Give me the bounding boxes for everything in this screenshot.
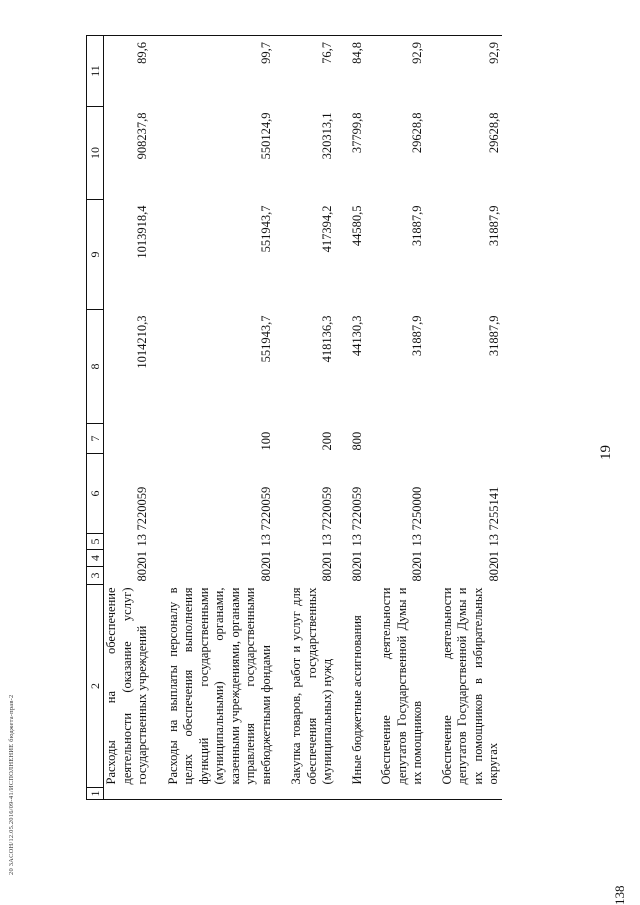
header-cell: 4: [87, 550, 104, 567]
header-cell: 7: [87, 424, 104, 454]
grbs-code: 802: [410, 562, 424, 582]
percent-value: 84,8: [336, 36, 366, 107]
plan-law-value: 551943,7: [258, 315, 273, 363]
section-code: 01: [135, 551, 149, 564]
plan-list-value: 551943,7: [258, 205, 273, 253]
expense-type-code: 200: [320, 431, 334, 451]
plan-law-value: 1014210,3: [135, 315, 149, 369]
table-row: [336, 36, 366, 800]
target-article-code: 7220059: [320, 486, 334, 531]
plan-list-value: 44580,5: [349, 205, 364, 247]
header-cell: 10: [87, 107, 104, 200]
target-article-code: 7255141: [486, 486, 501, 531]
header-cell: 2: [87, 585, 104, 788]
row-name: Обеспечение деятельности депутатов Государственной Думы и их помощников в избирательных округах: [439, 587, 500, 785]
fact-value: 320313,1: [320, 112, 334, 160]
budget-table: [86, 35, 502, 800]
percent-value: 89,6: [104, 36, 151, 107]
plan-list-value: 417394,2: [320, 205, 334, 253]
target-article-code: 7250000: [410, 486, 424, 531]
section-code: 01: [349, 551, 364, 564]
plan-list-value: 31887,9: [486, 205, 501, 247]
header-cell: 6: [87, 454, 104, 534]
row-name: Расходы на выплаты персоналу в целях обеспечения выполнения функций государственными (муниципальными) органами, казенными учреждениями, органами управления государственными внебюджетными фондами: [165, 587, 273, 785]
header-row: [87, 36, 104, 800]
percent-value: 99,7: [151, 36, 275, 107]
percent-value: 92,9: [426, 36, 503, 107]
table-row: [151, 36, 275, 800]
header-cell: 11: [87, 36, 104, 107]
fact-value: 37799,8: [349, 112, 364, 154]
sheet-number: 138: [612, 885, 627, 905]
header-cell: 3: [87, 567, 104, 585]
header-cell: 1: [87, 788, 104, 800]
target-article-code: 7220059: [258, 486, 273, 531]
plan-law-value: 31887,9: [486, 315, 501, 357]
expense-type-code: [426, 424, 503, 454]
plan-list-value: 1013918,4: [135, 205, 149, 259]
percent-value: 92,9: [365, 36, 426, 107]
expense-type-code: 100: [258, 431, 273, 451]
header-cell: 5: [87, 534, 104, 550]
row-name: Расходы на обеспечение деятельности (оказание услуг) государственных учреждений: [104, 587, 149, 785]
fact-value: 550124,9: [258, 112, 273, 160]
plan-law-value: 31887,9: [410, 315, 424, 357]
expense-type-code: 800: [349, 431, 364, 451]
header-cell: 9: [87, 200, 104, 310]
subsection-code: 13: [486, 534, 501, 547]
grbs-code: 802: [349, 562, 364, 582]
fact-value: 29628,8: [410, 112, 424, 154]
subsection-code: 13: [349, 534, 364, 547]
table-row: [426, 36, 503, 800]
subsection-code: 13: [135, 534, 149, 547]
grbs-code: 802: [320, 562, 334, 582]
grbs-code: 802: [135, 562, 149, 582]
footer-document-code: 20 3ACOH/12.05.2016/09-41/ИСПОЛНЕНИЕ бюджета-прав-2: [8, 694, 15, 875]
subsection-code: 13: [258, 534, 273, 547]
section-code: 01: [410, 551, 424, 564]
row-name: Закупка товаров, работ и услуг для обеспечения государственных (муниципальных) нужд: [289, 587, 334, 785]
fact-value: 29628,8: [486, 112, 501, 154]
plan-list-value: 31887,9: [410, 205, 424, 247]
subsection-code: 13: [410, 534, 424, 547]
row-name: Обеспечение деятельности депутатов Государственной Думы и их помощников: [379, 587, 424, 785]
plan-law-value: 418136,3: [320, 315, 334, 363]
plan-law-value: 44130,3: [349, 315, 364, 357]
expense-type-code: [365, 424, 426, 454]
section-code: 01: [486, 551, 501, 564]
page-number: 19: [598, 445, 614, 460]
row-name: Иные бюджетные ассигнования: [349, 615, 364, 785]
expense-type-code: [104, 424, 151, 454]
fact-value: 908237,8: [135, 112, 149, 160]
table-row: [365, 36, 426, 800]
grbs-code: 802: [486, 562, 501, 582]
subsection-code: 13: [320, 534, 334, 547]
table-row: [274, 36, 336, 800]
header-cell: 8: [87, 310, 104, 424]
section-code: 01: [258, 551, 273, 564]
percent-value: 76,7: [274, 36, 336, 107]
target-article-code: 7220059: [349, 486, 364, 531]
target-article-code: 7220059: [135, 486, 149, 531]
section-code: 01: [320, 551, 334, 564]
table-row: [104, 36, 151, 800]
grbs-code: 802: [258, 562, 273, 582]
